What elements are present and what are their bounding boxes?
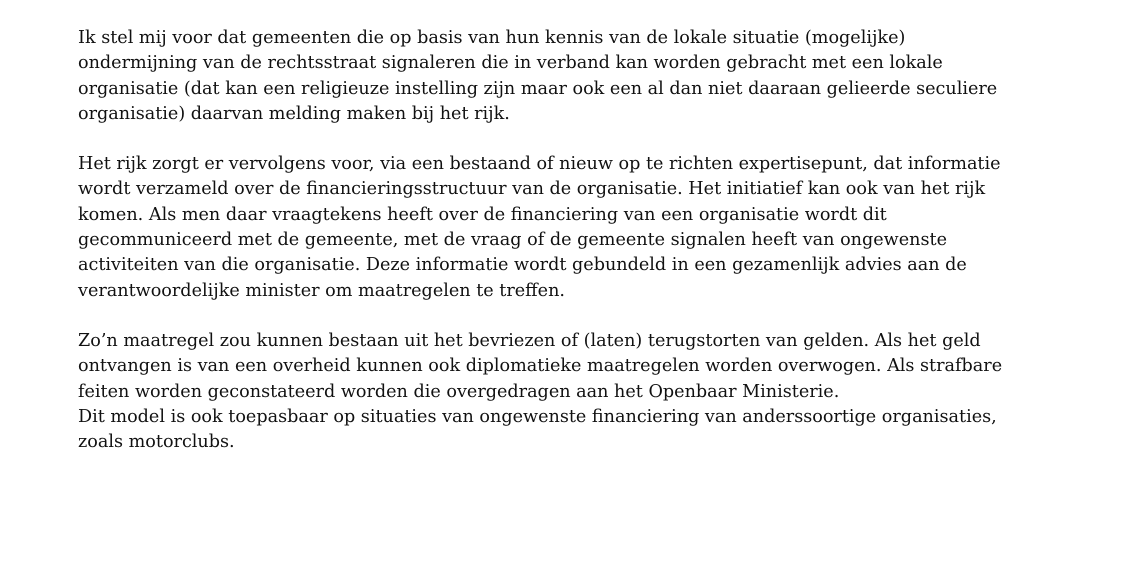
paragraph-1: [78, 26, 1088, 127]
paragraph-line: komen. Als men daar vraagtekens heeft over de financiering van een organisatie wordt dit: [78, 204, 887, 225]
paragraph-line: verantwoordelijke minister om maatregelen te treffen.: [78, 280, 565, 301]
paragraph-line: ondermijning van de rechtsstraat signaleren die in verband kan worden gebracht met een lokale: [78, 53, 943, 74]
paragraph-line: Dit model is ook toepasbaar op situaties van ongewenste financiering van anderssoortige organisaties,: [78, 406, 997, 427]
document-page: [78, 26, 1088, 455]
paragraph-line: wordt verzameld over de financieringsstructuur van de organisatie. Het initiatief kan ook van het rijk: [78, 179, 986, 200]
paragraph-line: Zo’n maatregel zou kunnen bestaan uit het bevriezen of (laten) terugstorten van gelden. Als het geld: [78, 330, 981, 351]
paragraph-line: zoals motorclubs.: [78, 432, 235, 453]
paragraph-line: Het rijk zorgt er vervolgens voor, via een bestaand of nieuw op te richten expertisepunt, dat informatie: [78, 154, 1001, 175]
paragraph-line: Ik stel mij voor dat gemeenten die op basis van hun kennis van de lokale situatie (mogelijke): [78, 28, 906, 48]
paragraph-line: activiteiten van die organisatie. Deze informatie wordt gebundeld in een gezamenlijk advies aan de: [78, 255, 967, 276]
paragraph-2: [78, 152, 1088, 304]
paragraph-line: gecommuniceerd met de gemeente, met de vraag of de gemeente signalen heeft van ongewenste: [78, 230, 947, 251]
paragraph-line: ontvangen is van een overheid kunnen ook diplomatieke maatregelen worden overwogen. Als strafbare: [78, 356, 1003, 377]
paragraph-line: organisatie (dat kan een religieuze instelling zijn maar ook een al dan niet daaraan gelieerde seculiere: [78, 78, 998, 99]
paragraph-line: organisatie) daarvan melding maken bij het rijk.: [78, 103, 510, 124]
paragraph-line: feiten worden geconstateerd worden die overgedragen aan het Openbaar Ministerie.: [78, 381, 840, 402]
paragraph-3: [78, 329, 1088, 455]
